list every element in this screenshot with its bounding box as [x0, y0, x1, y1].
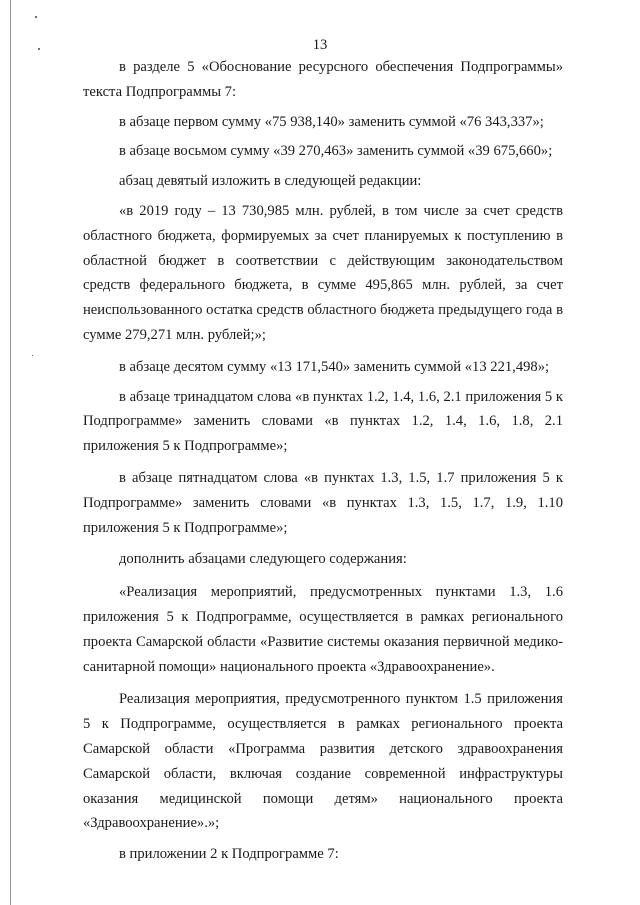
- quoted-paragraph: Реализация мероприятия, предусмотренного пунктом 1.5 приложения 5 к Подпрограмме, осуществляется в рамках регионального проекта Самарской области «Программа развития детского здравоохранения Самарской области, включая создание современной инфраструктуры оказания медицинской помощи детям» национального проекта «Здравоохранение».»;: [83, 691, 563, 832]
- scan-edge-line: [10, 0, 11, 905]
- page-number: 13: [312, 37, 328, 53]
- scan-speck: [32, 355, 33, 356]
- paragraph: в абзаце десятом сумму «13 171,540» заменить суммой «13 221,498»;: [119, 358, 550, 375]
- paragraph: абзац девятый изложить в следующей редакции:: [119, 173, 422, 190]
- paragraph: в абзаце первом сумму «75 938,140» заменить суммой «76 343,337»;: [119, 113, 544, 130]
- quoted-paragraph: «Реализация мероприятий, предусмотренных пунктами 1.3, 1.6 приложения 5 к Подпрограмме, осуществляется в рамках регионального проекта Самарской области «Развитие системы оказания первичной медико-санитарной помощи» национального проекта «Здравоохранение».: [83, 584, 563, 675]
- quoted-paragraph: «в 2019 году – 13 730,985 млн. рублей, в том числе за счет средств областного бюджета, формируемых за счет планируемых к поступлению в областной бюджет в соответствии с действующим законодательством средств федерального бюджета, в сумме 495,865 млн. рублей, за счет неиспользованного остатка средств областного бюджета предыдущего года в сумме 279,271 млн. рублей;»;: [83, 202, 563, 343]
- paragraph: в разделе 5 «Обоснование ресурсного обеспечения Подпрограммы» текста Подпрограммы 7:: [83, 59, 563, 100]
- paragraph: в приложении 2 к Подпрограмме 7:: [119, 846, 339, 863]
- paragraph: в абзаце восьмом сумму «39 270,463» заменить суммой «39 675,660»;: [119, 143, 553, 160]
- paragraph: в абзаце пятнадцатом слова «в пунктах 1.3, 1.5, 1.7 приложения 5 к Подпрограмме» заменить словами «в пунктах 1.3, 1.5, 1.7, 1.9, 1.10 приложения 5 к Подпрограмме»;: [83, 469, 563, 536]
- document-body: [83, 55, 563, 867]
- paragraph: в абзаце тринадцатом слова «в пунктах 1.2, 1.4, 1.6, 2.1 приложения 5 к Подпрограмме» заменить словами «в пунктах 1.2, 1.4, 1.6, 1.8, 2.1 приложения 5 к Подпрограмме»;: [83, 388, 563, 455]
- paragraph: дополнить абзацами следующего содержания:: [119, 551, 407, 568]
- scan-speck: [35, 16, 37, 18]
